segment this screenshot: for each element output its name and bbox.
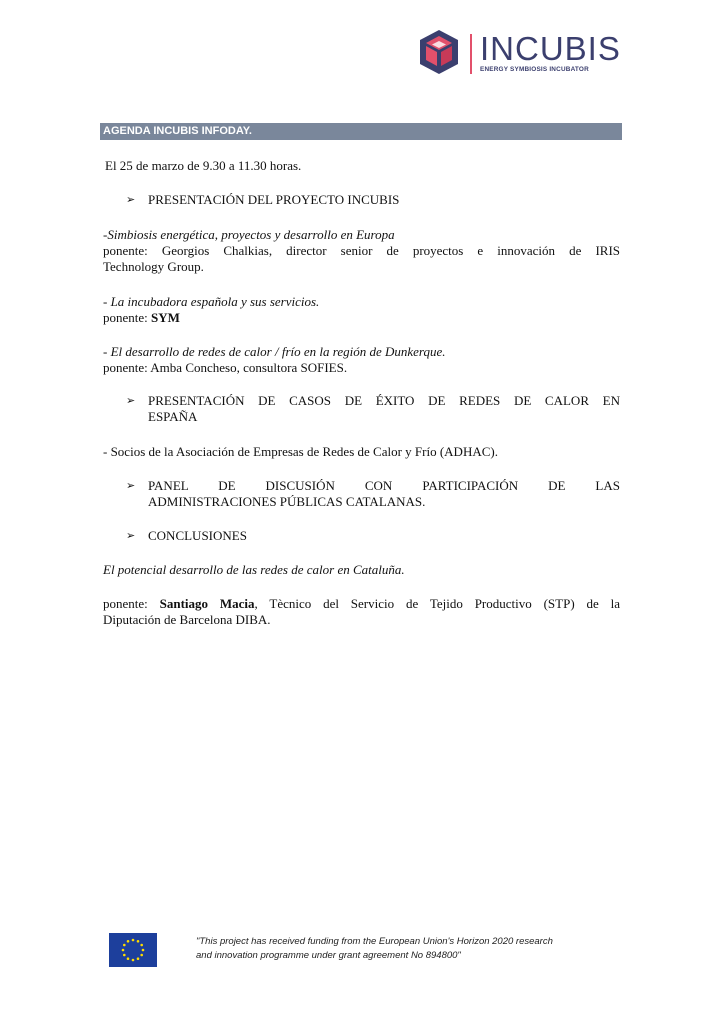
talk3-title: - El desarrollo de redes de calor / frío en la región de Dunkerque. bbox=[103, 344, 446, 359]
incubis-logo bbox=[416, 28, 621, 78]
section-conclusions: CONCLUSIONES bbox=[148, 528, 247, 543]
logo-divider bbox=[470, 34, 472, 74]
closing-speaker-name: Santiago Macia bbox=[159, 596, 255, 611]
logo-tagline: ENERGY SYMBIOSIS INCUBATOR bbox=[480, 66, 589, 73]
section-panel-line2: ADMINISTRACIONES PÚBLICAS CATALANAS. bbox=[148, 494, 426, 509]
arrowhead-bullet-icon: ➢ bbox=[126, 480, 136, 492]
partners-line: - Socios de la Asociación de Empresas de Redes de Calor y Frío (ADHAC). bbox=[103, 444, 498, 459]
funding-notice-line1: "This project has received funding from the European Union's Horizon 2020 research bbox=[196, 936, 553, 947]
arrowhead-bullet-icon: ➢ bbox=[126, 395, 136, 407]
talk2-speaker-prefix: ponente: bbox=[103, 310, 152, 325]
talk3-speaker: ponente: Amba Concheso, consultora SOFIES. bbox=[103, 360, 348, 375]
talk1-speaker-line2: Technology Group. bbox=[103, 259, 204, 274]
funding-notice-line2: and innovation programme under grant agreement No 894800" bbox=[196, 950, 461, 961]
section-presentation-project: PRESENTACIÓN DEL PROYECTO INCUBIS bbox=[148, 192, 400, 207]
talk1-title: -Simbiosis energética, proyectos y desarrollo en Europa bbox=[103, 227, 395, 242]
talk2-speaker-name: SYM bbox=[151, 310, 180, 325]
closing-speaker-line2: Diputación de Barcelona DIBA. bbox=[103, 612, 271, 627]
closing-title: El potencial desarrollo de las redes de calor en Cataluña. bbox=[103, 562, 405, 577]
section-success-cases-line2: ESPAÑA bbox=[148, 409, 198, 424]
funding-notice bbox=[196, 935, 626, 963]
talk2-title: - La incubadora española y sus servicios. bbox=[103, 294, 320, 309]
closing-speaker-prefix: ponente: bbox=[103, 596, 160, 611]
agenda-header: AGENDA INCUBIS INFODAY. bbox=[100, 123, 622, 140]
closing-speaker-line1 bbox=[103, 596, 620, 612]
closing-speaker-rest: , Tècnico del Servicio de Tejido Productivo (STP) de la bbox=[254, 596, 620, 611]
section-panel-line1: PANEL DE DISCUSIÓN CON PARTICIPACIÓN DE LAS bbox=[148, 478, 620, 493]
arrowhead-bullet-icon: ➢ bbox=[126, 530, 136, 542]
logo-wordmark: INCUBIS bbox=[480, 30, 621, 67]
date-line: El 25 de marzo de 9.30 a 11.30 horas. bbox=[105, 158, 302, 173]
talk2-speaker bbox=[103, 310, 180, 326]
arrowhead-bullet-icon: ➢ bbox=[126, 194, 136, 206]
section-success-cases-line1: PRESENTACIÓN DE CASOS DE ÉXITO DE REDES DE CALOR EN bbox=[148, 393, 620, 408]
eu-flag-icon bbox=[109, 933, 157, 967]
talk1-speaker-line1: ponente: Georgios Chalkias, director senior de proyectos e innovación de IRIS bbox=[103, 243, 620, 258]
incubis-cube-icon bbox=[416, 28, 462, 76]
